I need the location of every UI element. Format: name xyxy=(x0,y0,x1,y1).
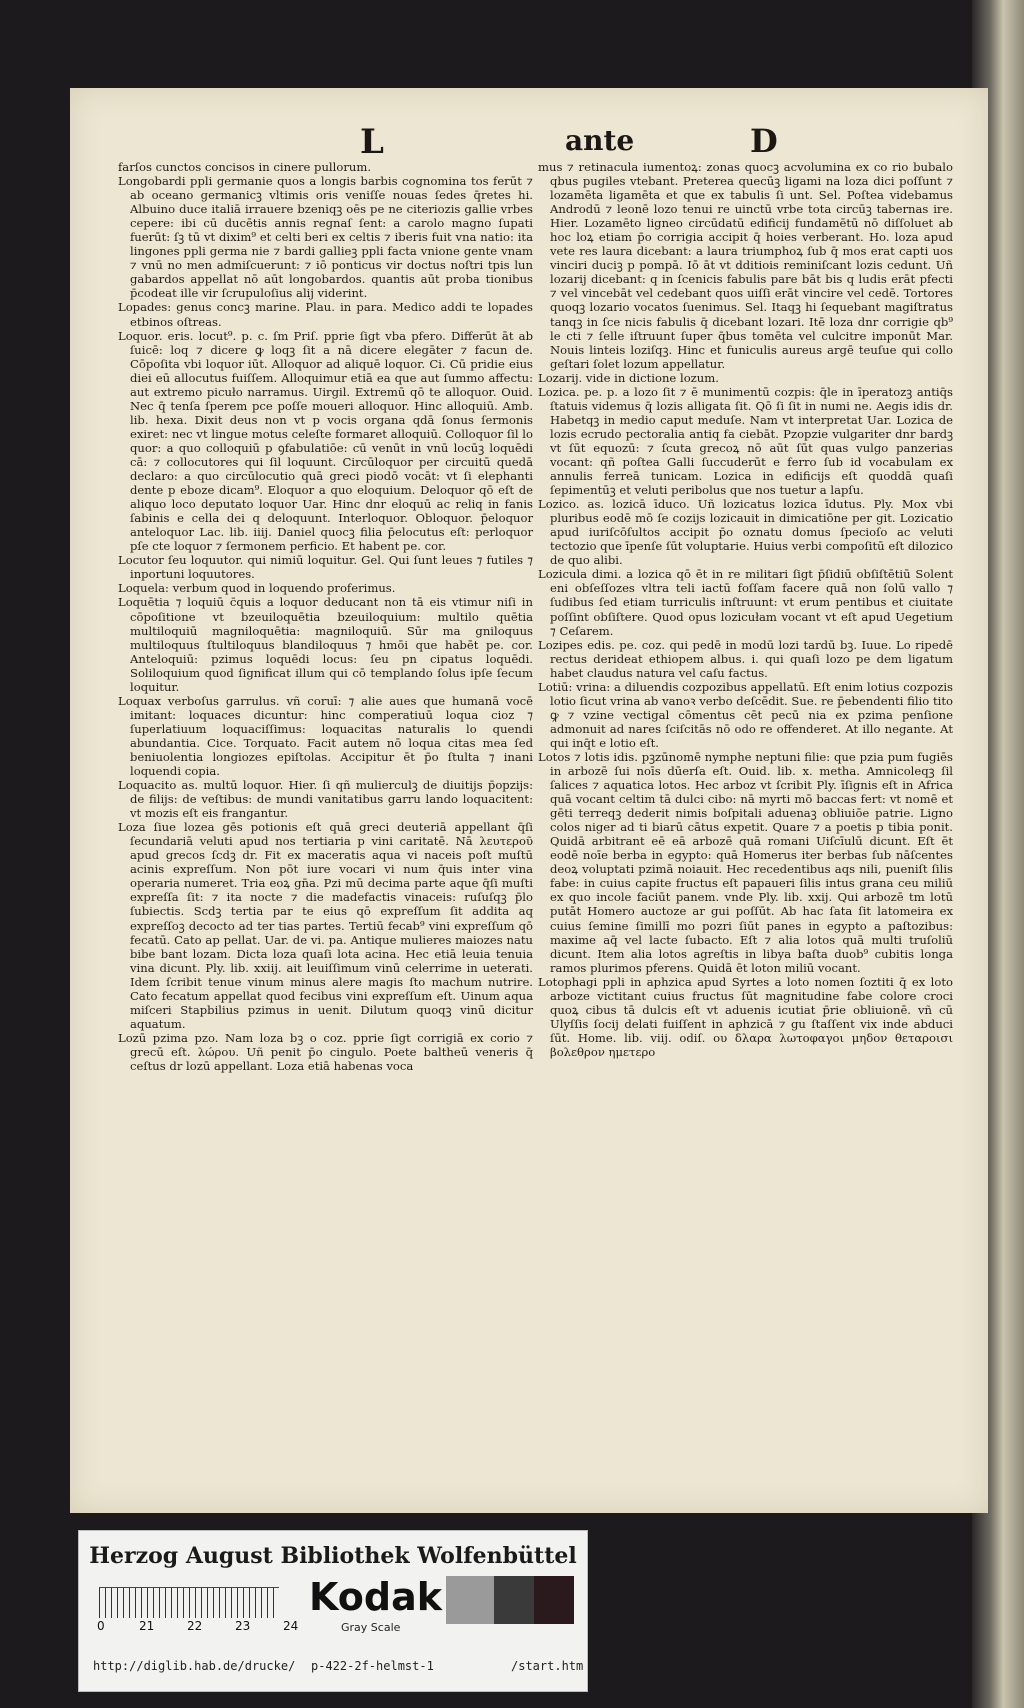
color-target-card xyxy=(78,1530,588,1692)
gray-scale-label: Gray Scale xyxy=(341,1621,401,1634)
book-page xyxy=(70,88,988,1513)
entry-loquor: Loquor. eris. locut⁹. p. c. ſm Priſ. pprie ſigt vba pfero. Differūt āt ab ſuicē: loq ⁊ dicere ꝙ loqꝫ ſit a nā dicere elegāter ⁊ facun de. Cōpoſita vbi loquor iūt. Alloquor ad aliquē loquor. Ci. Cū pridie eius diei eū allocutus fuiſſem. Alloquimur etiā ea que aut ſummo affectu: aut extremo picuło narramus. Uirgil. Extremū qō te alloquor. Ouid. Nec q̄ tenſa ſperem pce poſſe moueri alloquor. Hinc alloquiū. Amb. lib. hexa. Dixit deus non vt p vocis organa qdā ſonus ſermonis exiret: nec vt lingue motus celeſte formaret alloquiū. Colloquor ſil lo quor: a quo colloquiū p ꝯfabulatiōe: cū venūt in vnū locūꝫ loquēdi cā: ⁊ collocutores qui ſil loquunt. Circūloquor per circuitū quedā declaro: a quo circūlocutio quā greci piodō vocāt: vt ſi elephanti dente p eboze dicam⁹. Eloquor a quo eloquium. Deloquor qō eſt de aliquo loco deputato loquor Uar. Hinc dnr eloquū ac reliq in fanis ſabinis e cella dei q deloquunt. Interloquor. Obloquor. p̄eloquor anteloquor Lac. lib. iiij. Daniel quocꝫ filia p̄elocutus eſt: perloquor pſe cte loquor ⁊ ſermonem perficio. Et habent pe. cor. xyxy=(118,328,533,554)
gray-swatch xyxy=(446,1576,494,1624)
gray-swatches xyxy=(446,1576,576,1624)
entry-lotium: Lotiū: vrina: a diluendis cozpozibus appellatū. Eſt enim lotius cozpozis lotio ſicut vrina ab vanoꝛ verbo deſcēdit. Sue. re p̄ebendenti filio tito ꝙ ⁊ vzine vectigal cōmentus cēt pecū nia ex pzima penſione admonuit ad nares ſciſcitās nō odo re offenderet. At illo negante. At qui inq̄t e lotio eſt. xyxy=(538,679,953,750)
entry-lorico: Lozico. as. lozicā īduco. Uñ lozicatus lozica īdutus. Ply. Mox vbi pluribus eodē mō ſe cozijs lozicauit in dimicatiōne per git. Lozicatio apud iuriſcōſultos accipit p̄o oznatu domus ſpecioſo ac veluti tectozio que īpenſe ſūt voluptarie. Huius verbi compoſitū eſt dilozico de quo alibi. xyxy=(538,497,953,568)
entry-lorarii: Lozarij. vide in dictione lozum. xyxy=(538,370,719,385)
entry: farſos cunctos concisos in cinere pullorum. xyxy=(118,160,372,174)
entry-lora: Loza ſiue lozea gēs potionis eſt quā greci deuteriā appellant q̄ſi ſecundariā veluti apud nos tertiaria p vini caritatē. Nā λευτεροῦ apud grecos ſcdꝫ dr. Fit ex maceratis aqua vi naceis poſt muſtū acinis expreſſum. Non pōt iure vocari vi num q̄uis inter vina operaria numeret. Tria eoꝝ gn̄a. Pzi mū decima parte aque q̄ſi muſti expreſſa ſit: ⁊ ita nocte ⁊ die madefactis vinaceis: ruſuſqꝫ p̄lo ſubiectis. Scdꝫ tertia par te eius qō expreſſum ſit addita aq expreſſoꝫ decocto ad ter tias partes. Tertiū fecab⁹ vini expreſſum qō fecatū. Cato ap pellat. Uar. de vi. pa. Antique mulieres maiozes natu bibe bant lozam. Dicta loza quaſi lota acina. Hec etiā leuia tenuia vina dicunt. Ply. lib. xxiij. ait leuiſſimum vinū celerrime in ueterati. Idem ſcribit tenue vinum minus alere magis ſto machum nutrire. Cato fecatum appellat quod fecibus vini expreſſum eſt. Uinum aqua miſceri Stapbilius pzimus in uenit. Dilutum quoqꝫ vinū dicitur aquatum. xyxy=(118,820,533,1031)
shelfmark-label: p-422-2f-helmst-1 xyxy=(311,1659,434,1673)
library-name: Herzog August Bibliothek Wolfenbüttel xyxy=(89,1543,577,1569)
scale-number: 0 xyxy=(97,1619,105,1633)
header-initial-left: L xyxy=(360,122,384,162)
right-text-column xyxy=(538,160,953,1059)
scale-number: 24 xyxy=(283,1619,299,1633)
entry-locutor: Locutor ſeu loquutor. qui nimiū loquitur. Gel. Qui ſunt leues ⁊ futiles ⁊ inportuni loquutores. xyxy=(118,553,533,582)
entry-lopades: Lopades: genus concꝫ marine. Plau. in para. Medico addi te lopades etbinos oſtreas. xyxy=(118,300,533,329)
kodak-logo: Kodak xyxy=(309,1575,442,1619)
darkest-swatch xyxy=(534,1576,574,1624)
scale-number: 22 xyxy=(187,1619,203,1633)
dark-swatch xyxy=(494,1576,534,1624)
entry-loricula: Lozicula dimi. a lozica qō ēt in re militari ſigt p̄ſidiū obſiſtētiū Solent eni obſeſſozes vltra teli iactū foſſam facere quā non ſolū vallo ⁊ ſudibus ſed etiam turriculis inſtruunt: vt erum pentibus et ciuitate poſſint obſiſtere. Quod opus lozicułam vocant vt eſt apud Uegetium ⁊ Ceſarem. xyxy=(538,567,953,638)
scale-ruler xyxy=(99,1587,279,1618)
entry-loquax: Loquax verboſus garrulus. vñ coruī: ⁊ alie aues que humanā vocē imitant: loquaces dicuntur: hinc comperatiuū loqua cioz ⁊ ſuperlatiuum loquaciſſimus: loquacitas naturalis lo quendi abundantia. Cice. Torquato. Facit autem nō loqua citas mea ſed beniuolentia longiozes epiſtolas. Accipitur ēt p̄o ſtulta ⁊ inani loquendi copia. xyxy=(118,693,533,779)
scale-number: 23 xyxy=(235,1619,251,1633)
header-running-title: ante xyxy=(565,124,635,157)
start-link[interactable]: /start.htm xyxy=(511,1659,584,1673)
entry-loripes: Lozipes edis. pe. coz. qui pedē in modū lozi tardū bꝫ. Iuue. Lo ripedē rectus derideat ethiopem albus. i. qui quaſi lozo pe dem ligatum habet claudus natura vel caſu factus. xyxy=(538,637,953,680)
entry-lorica: Lozica. pe. p. a lozo ſit ⁊ ē munimentū cozpis: q̄le in īperatozꝫ antiq̄s ſtatuis videmus q̄ lozis alligata ſit. Qō ſi ſit in numi ne. Aegis idis dr. Habetqꝫ in medio caput meduſe. Nam vt interpretat Uar. Lozica de lozis ecrudo pectoralia antiq fa ciebāt. Pzopzie vulgariter dnr bardꝫ vt ſūt equozū: ⁊ ſcuta grecoꝝ nō aūt ſūt quas vulgo panzerias vocant: qñ poſtea Galli ſuccuderūt e ferro ſub id vocabulam ex annulis ferreā tunicam. Lozica in edificijs eſt quoddā quaſi ſepimentūꝫ et veluti peribolus que nos tuetur a lapſu. xyxy=(538,384,953,498)
entry-loquacito: Loquacito as. multū loquor. Hier. ſi qñ mulierculꝫ de diuitijs p̄opzijs: de filijs: de veſtibus: de mundi vanitatibus garru lando loquacitent: vt mozis eſt eis frangantur. xyxy=(118,778,533,821)
left-text-column xyxy=(118,160,533,1073)
entry-lotophagi: Lotophagi ppli in aphzica apud Syrtes a loto nomen ſoztiti q̄ ex loto arboze victitant cuius fructus ſūt magnitudine fabe colore croci quoꝝ cibus tā dulcis eſt vt aduenis icutiat p̄rie obliuionē. vñ cū Ulyſſis ſocij delati fuiſſent in aphzicā ⁊ gu ſtaſſent vix inde abduci ſūt. Home. lib. viij. odiſ. ου δλαρα λωτοφαγοι μηδον θεταροισι βολεθρον ημετερο xyxy=(538,974,953,1059)
entry-lorum: Lozū pzima pzo. Nam loza bꝫ o coz. pprie ſigt corrigiā ex corio ⁊ grecū eſt. λώρου. Uñ penit p̄o cingulo. Poete baltheū veneris q̄ ceſtus dr lozū appellant. Loza etiā habenas voca xyxy=(118,1030,533,1073)
header-initial-right: D xyxy=(750,122,778,160)
entry-continued: mus ⁊ retinacula iumentoꝝ: zonas quocꝫ acvolumina ex co rio bubalo qbus pugiles vtebant. Preterea quecūꝫ ligami na loza dici poſſunt ⁊ lozamēta ligamēta et que ex tabulis ſi unt. Sel. Poſtea videbamus Androdū ⁊ leonē lozo tenui re uinctū vrbe tota circūꝫ tabernas ire. Hier. Lozamēto ligneo circūdatū edificij fundamētū nō diſſoluet ab hoc loꝝ etiam p̄o corrigia accipit q̄ hoies verberant. Ho. loza apud vete res laura dicebant: a laura triumphoꝝ ſub q̄ mos erat capti uos vinciri duciꝫ p pompā. Iō āt vt dditiois reminiſcant lozis cedunt. Uñ lozarij dicebant: q in ſcenicis fabulis pare bāt bis q ludis erāt pfecti ⁊ vel vincebāt vel cedebant quos uiſſi erāt vincire vel cedē. Tortores quoqꝫ lozario vocatos ſuenimus. Sel. Itaqꝫ hi ſequebant magiſtratus tanqꝫ in ſce nicis fabulis q̄ dicebant lozari. Itē loza dnr corrigie qb⁹ le cti ⁊ ſelle iſtruunt ſuper q̄bus tomēta vel culcitre imponūt Mar. Nouis linteis loziſqꝫ. Hinc et funiculis aureus argē teuſue qui collo geſtari ſolet lozum appellatur. xyxy=(538,160,953,371)
entry-lotos: Lotos ⁊ lotis idis. pꝫzūnomē nymphe neptuni filie: que pzia pum fugiēs in arbozē ſui noīs dūerſa eſt. Ouid. lib. x. metha. Amnicoleqꝫ ſil ſalices ⁊ aquatica lotos. Hec arboz vt ſcribit Ply. īſignis eſt in Africa quā vocant celtim tā dulci cibo: nā myrti mō baccas fert: vt nomē et gēti terreqꝫ dederit nimis boſpitali aduenaꝫ obliuiōe patrie. Ligno colos niger ad ti biarū cātus expetit. Quare ⁊ a poetis p tibia ponit. Quidā arbitrant eē eā arbozē quā romani Uiſcīulū dicunt. Eſt ēt eodē noīe berba in egypto: quā Homerus iter berbas ſub nāſcentes deoꝝ voluptati pzimā noiauit. Hec recedentibus aqs nili, pueniſt ſilis fabe: in cuius capite fructus eſt papaueri ſilis intus grana ceu miliū ex quo incole faciūt panem. vnde Ply. lib. xxij. Qui arbozē tm lotū putāt Homero auctoze ar gui poſſūt. Ab hac ſata ſit latomeira ex cuius ſemine ſimillī mo pozri ſiūt panes in egypto a paſtozibus: maxime aq̄ vel lacte ſubacto. Eſt ⁊ alia lotos quā multi truſoliū dicunt. Item alia lotos agreſtis in libya baſta duob⁹ cubitis longa ramos plurimos pferens. Quidā ēt loton miliū vocant. xyxy=(538,749,953,975)
entry-loquentia: Loquētia ⁊ loquiū c̄quis a loquor deducant non tā eis vtimur niſi in cōpoſitione vt bzeuiloquētia bzeuiloquium: multilo quētia multiloquiū magniloquētia: magniloquiū. Sūr ma gniloquus multiloquus ſtultiloquus blandiloquus ⁊ hmōi que habēt pe. cor. Anteloquiū: pzimus loquēdi locus: ſeu pn cipatus loquēdi. Soliloquium quod ſignificat illum qui cō templando ſolus ipſe ſecum loquitur. xyxy=(118,595,533,694)
entry-longobardi: Longobardi ppli germanie quos a longis barbis cognomina tos ferūt ⁊ ab oceano germanicꝫ vltimis oris veniſſe nouas ſedes q̄retes hi. Albuino duce italiā irrauere bzeniqꝫ oēs pe ne citeriozis gallie vrbes cepere: ibi cū ducētis annis regnaſ ſent: a carolo magno ſupati fuerūt: ſꝫ tū vt dixim⁹ et celti beri ex celtis ⁊ iberis fuit vna natio: ita lingones ppli germa nie ⁊ bardi gallieꝫ ppli facta vnione gente vnam ⁊ vnū no men admiſcuerunt: ⁊ iō ponticus vir doctus noſtri tpis lun gabardos appellat nō aūt longobardos. quantis aūt proba tionibus p̄codeat ille vir ſcrupuloſius alij viderint. xyxy=(118,174,533,301)
page-header xyxy=(70,122,988,162)
scale-number: 21 xyxy=(139,1619,155,1633)
entry-loquela: Loquela: verbum quod in loquendo proferimus. xyxy=(118,581,396,596)
url-link[interactable]: http://diglib.hab.de/drucke/ xyxy=(93,1659,296,1673)
